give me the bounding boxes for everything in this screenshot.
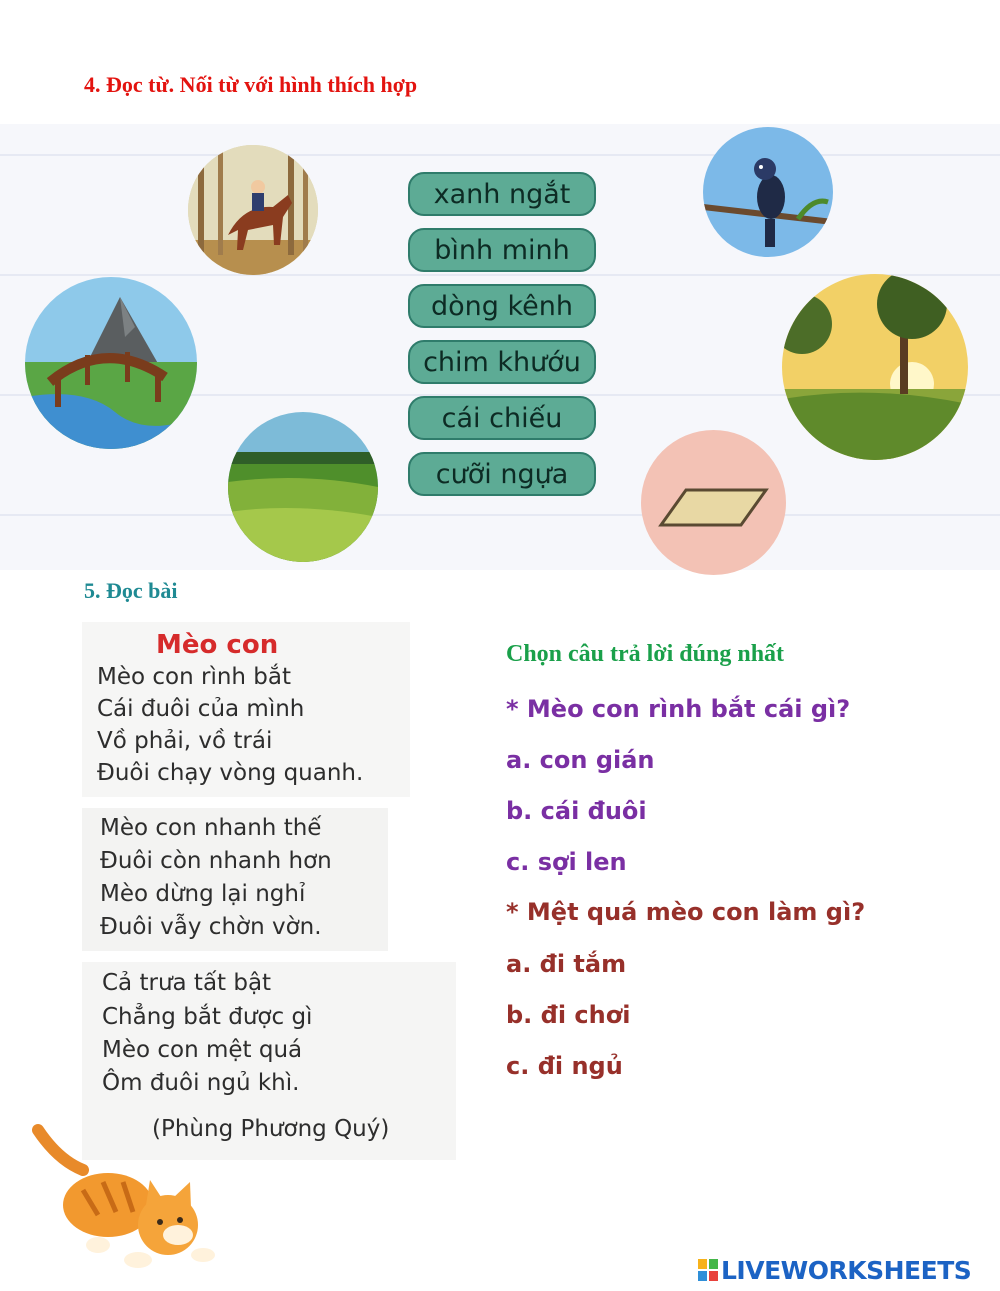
question-2-option-c[interactable]: c. đi ngủ bbox=[506, 1052, 623, 1080]
poem-author: (Phùng Phương Quý) bbox=[152, 1116, 390, 1142]
question-1-option-b[interactable]: b. cái đuôi bbox=[506, 797, 647, 825]
question-1-option-a[interactable]: a. con gián bbox=[506, 746, 655, 774]
liveworksheets-logo[interactable] bbox=[698, 1256, 971, 1284]
sunrise-picture[interactable] bbox=[782, 274, 968, 460]
poem-line: Chẳng bắt được gì bbox=[102, 1004, 313, 1030]
section-4-heading: 4. Đọc từ. Nối từ với hình thích hợp bbox=[84, 72, 418, 97]
section-5-heading: 5. Đọc bài bbox=[84, 578, 178, 603]
word-pill-cai-chieu[interactable]: cái chiếu bbox=[408, 396, 596, 440]
question-2: * Mệt quá mèo con làm gì? bbox=[506, 898, 866, 926]
poem-line: Mèo con mệt quá bbox=[102, 1037, 303, 1063]
poem-line: Đuôi còn nhanh hơn bbox=[100, 848, 332, 874]
word-pill-xanh-ngat[interactable]: xanh ngắt bbox=[408, 172, 596, 216]
poem-line: Mèo con rình bắt bbox=[97, 664, 292, 690]
question-1-option-c[interactable]: c. sợi len bbox=[506, 848, 627, 876]
poem-line: Vồ phải, vồ trái bbox=[97, 728, 273, 754]
poem-line: Đuôi chạy vòng quanh. bbox=[97, 760, 364, 786]
question-1: * Mèo con rình bắt cái gì? bbox=[506, 695, 851, 723]
bird-on-branch-picture[interactable] bbox=[703, 127, 833, 257]
poem-line: Cả trưa tất bật bbox=[102, 970, 272, 996]
question-2-option-a[interactable]: a. đi tắm bbox=[506, 950, 627, 978]
logo-text: LIVEWORKSHEETS bbox=[721, 1255, 972, 1285]
kitten-illustration bbox=[28, 1120, 218, 1285]
poem-title: Mèo con bbox=[156, 630, 279, 660]
question-2-option-b[interactable]: b. đi chơi bbox=[506, 1001, 631, 1029]
horse-rider-picture[interactable] bbox=[188, 145, 318, 275]
word-pill-chim-khuou[interactable]: chim khướu bbox=[408, 340, 596, 384]
word-pill-dong-kenh[interactable]: dòng kênh bbox=[408, 284, 596, 328]
word-pill-cuoi-ngua[interactable]: cưỡi ngựa bbox=[408, 452, 596, 496]
poem-line: Ôm đuôi ngủ khì. bbox=[102, 1070, 300, 1096]
poem-line: Mèo con nhanh thế bbox=[100, 815, 322, 841]
bridge-stream-picture[interactable] bbox=[25, 277, 197, 449]
mat-picture[interactable] bbox=[641, 430, 786, 575]
poem-line: Cái đuôi của mình bbox=[97, 696, 305, 722]
poem-line: Mèo dừng lại nghỉ bbox=[100, 881, 306, 907]
poem-line: Đuôi vẫy chờn vờn. bbox=[100, 914, 322, 940]
green-field-picture[interactable] bbox=[228, 412, 378, 562]
logo-icon bbox=[698, 1259, 718, 1281]
quiz-instruction: Chọn câu trả lời đúng nhất bbox=[506, 641, 785, 667]
word-pill-binh-minh[interactable]: bình minh bbox=[408, 228, 596, 272]
